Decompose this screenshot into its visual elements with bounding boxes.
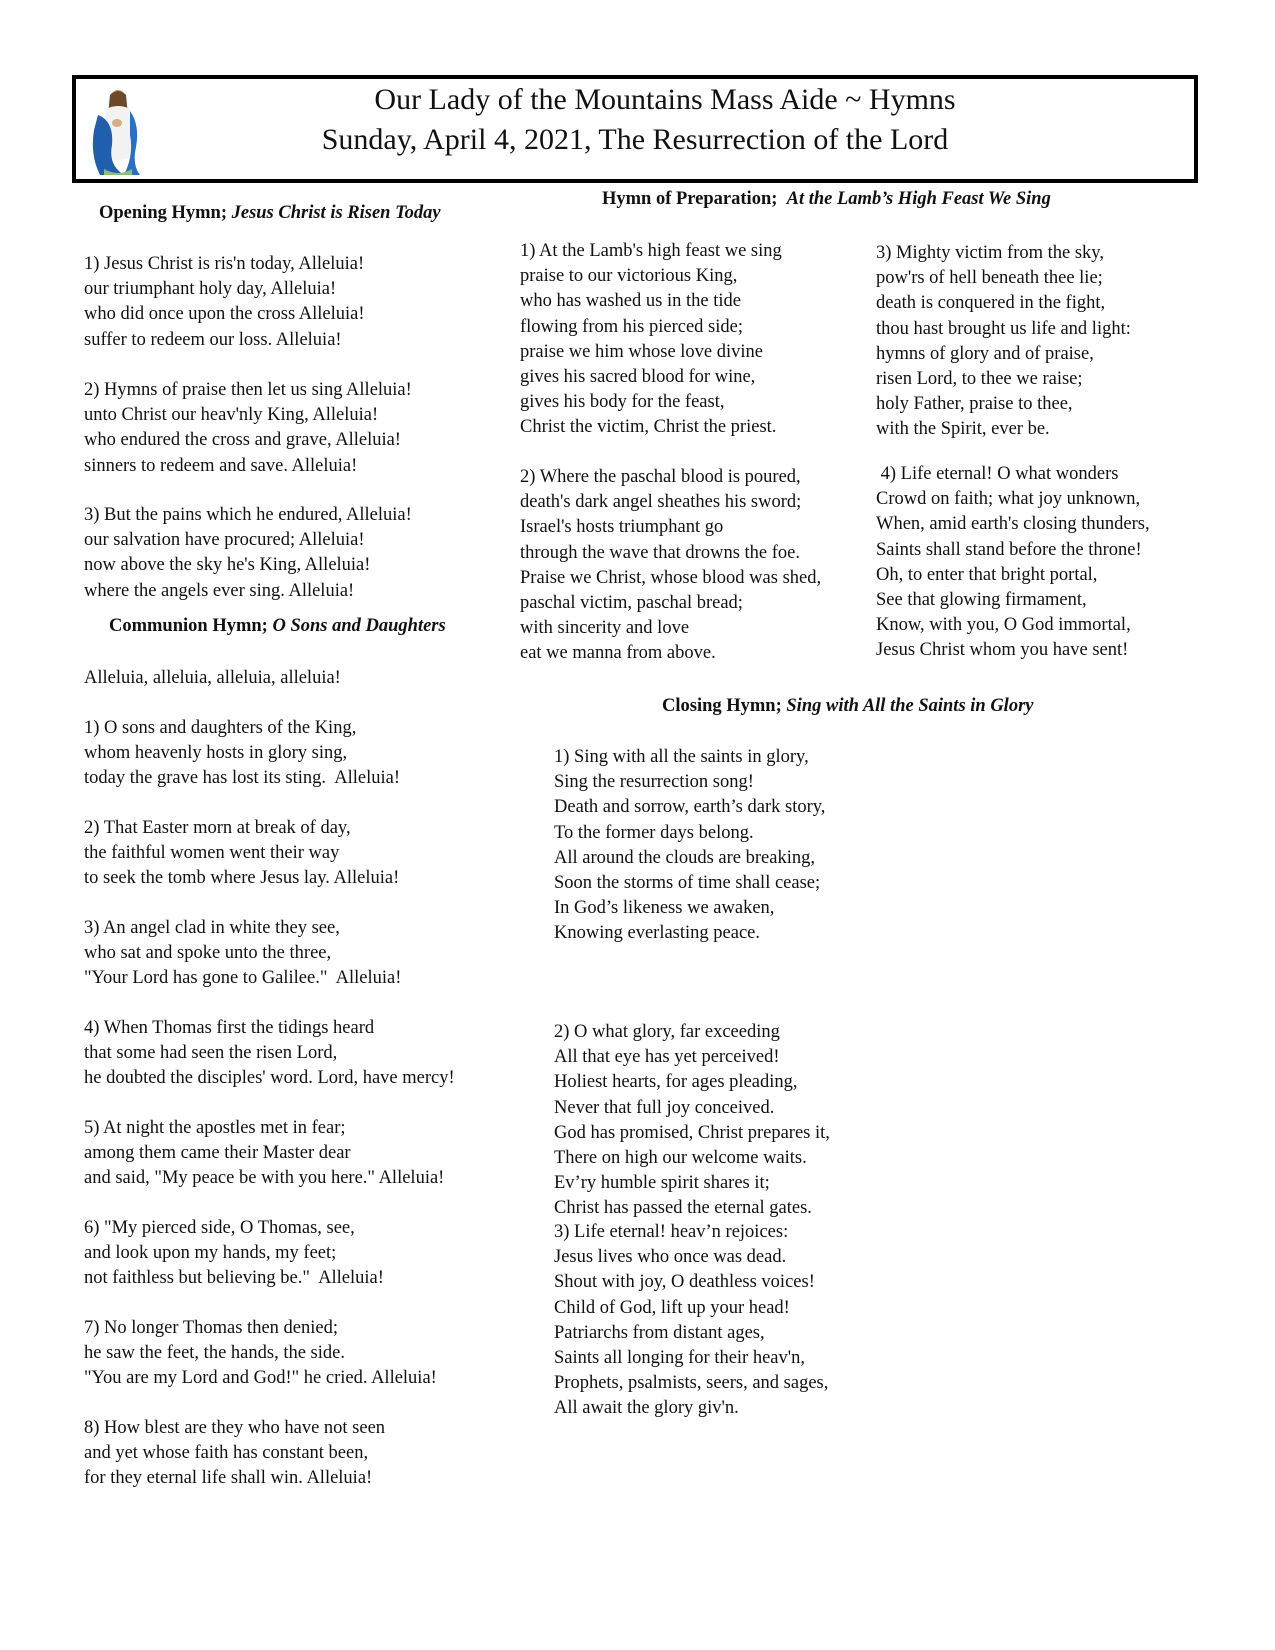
closing-hymn-verse-3: 3) Life eternal! heav’n rejoices: Jesus lives who once was dead. Shout with joy, O deathless voices! Child of God, lift up your head! Patriarchs from distant ages, Saints all longing for their heav'n, Prophets, psalmists, seers, and sages, All await the glory giv'n.: [554, 1222, 829, 1419]
communion-hymn-verse-2: 2) That Easter morn at break of day, the faithful women went their way to seek the tomb where Jesus lay. Alleluia!: [84, 818, 400, 889]
communion-hymn-verse-7: 7) No longer Thomas then denied; he saw the feet, the hands, the side. "You are my Lord and God!" he cried. Alleluia!: [84, 1318, 437, 1389]
closing-hymn-label: Closing Hymn;: [662, 696, 782, 716]
preparation-hymn-label: Hymn of Preparation;: [602, 189, 778, 209]
communion-hymn-verse-3: 3) An angel clad in white they see, who sat and spoke unto the three, "Your Lord has gone to Galilee." Alleluia!: [84, 918, 402, 989]
opening-hymn-label: Opening Hymn;: [99, 203, 227, 223]
preparation-hymn-verse-4: 4) Life eternal! O what wonders Crowd on faith; what joy unknown, When, amid earth's closing thunders, Saints shall stand before the throne! Oh, to enter that bright portal, See that glowing firmament, Know, with you, O God immortal, Jesus Christ whom you have sent!: [876, 464, 1150, 661]
opening-hymn-verse-2: 2) Hymns of praise then let us sing Alleluia! unto Christ our heav'nly King, Alleluia! who endured the cross and grave, Alleluia! sinners to redeem and save. Alleluia!: [84, 380, 412, 476]
opening-hymn-verse-3: 3) But the pains which he endured, Alleluia! our salvation have procured; Alleluia! now above the sky he's King, Alleluia! where the angels ever sing. Alleluia!: [84, 505, 412, 601]
communion-hymn-verse-1: 1) O sons and daughters of the King, whom heavenly hosts in glory sing, today the grave has lost its sting. Alleluia!: [84, 718, 400, 789]
closing-hymn-heading: [662, 696, 1034, 717]
preparation-hymn-title: At the Lamb’s High Feast We Sing: [786, 189, 1051, 209]
communion-hymn-verse-6: 6) "My pierced side, O Thomas, see, and look upon my hands, my feet; not faithless but believing be." Alleluia!: [84, 1218, 384, 1289]
preparation-hymn-heading: [602, 189, 1051, 210]
closing-hymn-verse-2: 2) O what glory, far exceeding All that eye has yet perceived! Holiest hearts, for ages pleading, Never that full joy conceived. God has promised, Christ prepares it, There on high our welcome waits. Ev’ry humble spirit shares it; Christ has passed the eternal gates.: [554, 1022, 830, 1219]
preparation-hymn-verse-1: 1) At the Lamb's high feast we sing praise to our victorious King, who has washed us in the tide flowing from his pierced side; praise we him whose love divine gives his sacred blood for wine, gives his body for the feast, Christ the victim, Christ the priest.: [520, 241, 782, 438]
opening-hymn-title: Jesus Christ is Risen Today: [231, 203, 441, 223]
preparation-hymn-verse-3: 3) Mighty victim from the sky, pow'rs of hell beneath thee lie; death is conquered in the fight, thou hast brought us life and light: hymns of glory and of praise, risen Lord, to thee we raise; holy Father, praise to thee, with the Spirit, ever be.: [876, 243, 1131, 440]
closing-hymn-verse-1: 1) Sing with all the saints in glory, Sing the resurrection song! Death and sorrow, earth’s dark story, To the former days belong. All around the clouds are breaking, Soon the storms of time shall cease; In God’s likeness we awaken, Knowing everlasting peace.: [554, 747, 826, 944]
preparation-hymn-verse-2: 2) Where the paschal blood is poured, death's dark angel sheathes his sword; Israel's hosts triumphant go through the wave that drowns the foe. Praise we Christ, whose blood was shed, paschal victim, paschal bread; with sincerity and love eat we manna from above.: [520, 467, 822, 664]
communion-hymn-verse-8: 8) How blest are they who have not seen and yet whose faith has constant been, for they eternal life shall win. Alleluia!: [84, 1418, 386, 1489]
closing-hymn-title: Sing with All the Saints in Glory: [786, 696, 1034, 716]
communion-hymn-verse-4: 4) When Thomas first the tidings heard that some had seen the risen Lord, he doubted the disciples' word. Lord, have mercy!: [84, 1018, 455, 1089]
communion-hymn-verse-5: 5) At night the apostles met in fear; among them came their Master dear and said, "My peace be with you here." Alleluia!: [84, 1118, 445, 1189]
header-title-line2: Sunday, April 4, 2021, The Resurrection of the Lord: [321, 123, 949, 156]
communion-hymn-title: O Sons and Daughters: [272, 616, 446, 636]
opening-hymn-verse-1: 1) Jesus Christ is ris'n today, Alleluia! our triumphant holy day, Alleluia! who did once upon the cross Alleluia! suffer to redeem our loss. Alleluia!: [84, 254, 365, 350]
communion-hymn-refrain: Alleluia, alleluia, alleluia, alleluia!: [84, 668, 341, 688]
header-title-line1: Our Lady of the Mountains Mass Aide ~ Hymns: [374, 83, 956, 116]
communion-hymn-heading: [109, 616, 446, 637]
communion-hymn-label: Communion Hymn;: [109, 616, 268, 636]
opening-hymn-heading: [99, 203, 441, 224]
header-box: [72, 75, 1198, 183]
